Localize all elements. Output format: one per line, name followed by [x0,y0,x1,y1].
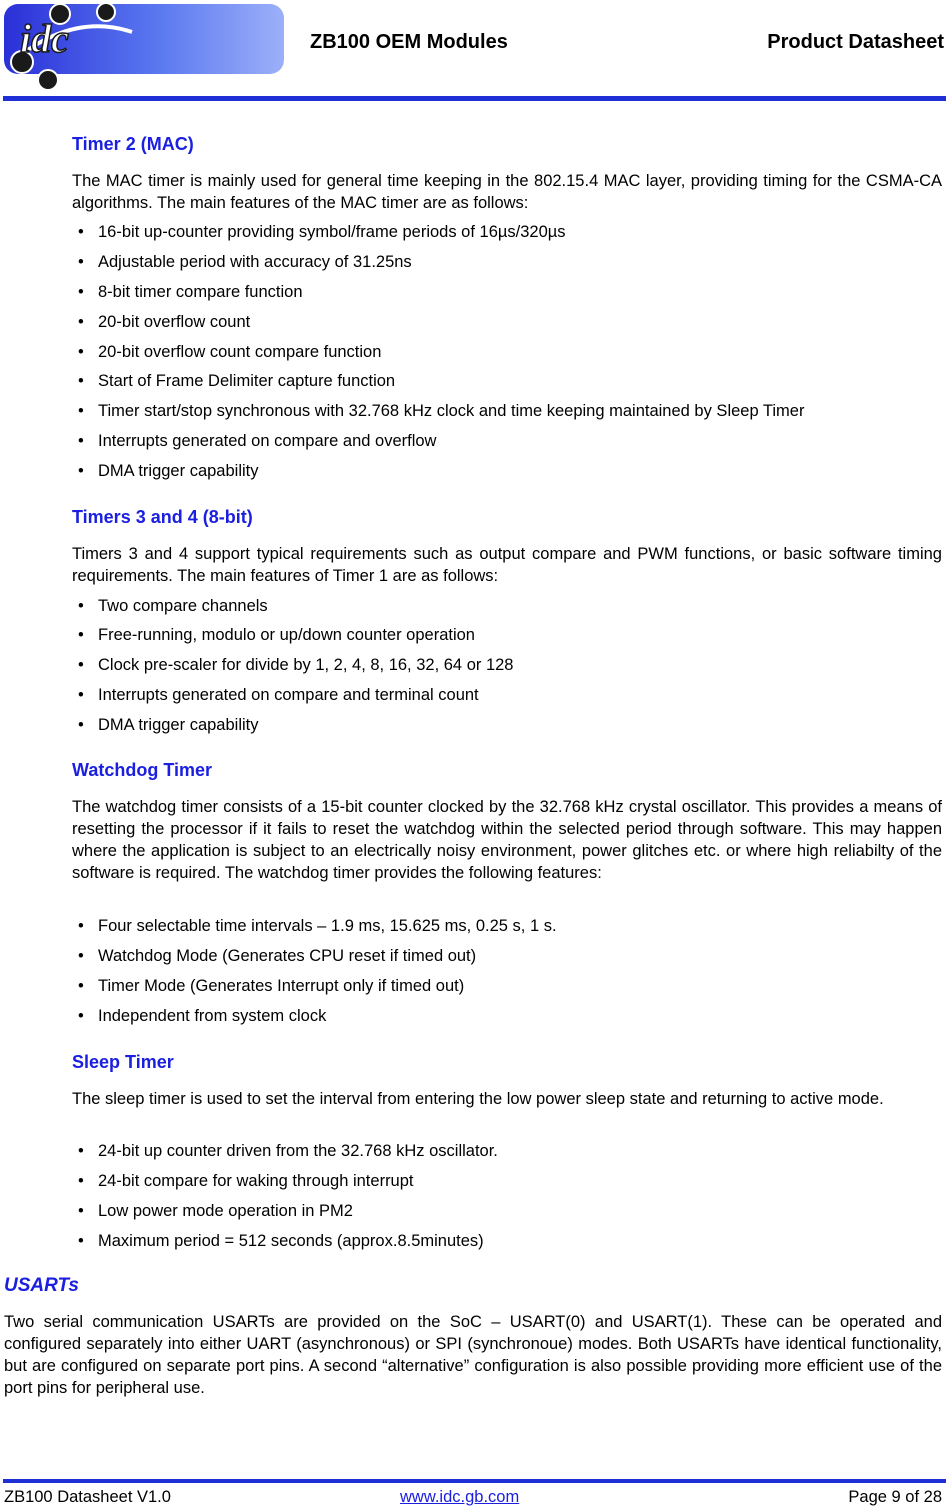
list-item: • 20-bit overflow count compare function [78,343,382,361]
para-timer2: The MAC timer is mainly used for general time keeping in the 802.15.4 MAC layer, providing timing for the CSMA-CA algorithms. The main features of the MAC timer are as follows: [72,172,942,212]
list-item: • Watchdog Mode (Generates CPU reset if timed out) [78,947,477,965]
header-center-title: ZB100 OEM Modules [310,31,508,53]
list-item: • Independent from system clock [78,1007,327,1025]
list-item: • Free-running, modulo or up/down counter operation [78,626,475,644]
list-item: • 20-bit overflow count [78,313,251,331]
list-item: • Interrupts generated on compare and overflow [78,432,437,450]
para-timers34: Timers 3 and 4 support typical requirements such as output compare and PWM functions, or basic software timing requirements. The main features of Timer 1 are as follows: [72,545,942,585]
heading-timers34: Timers 3 and 4 (8-bit) [72,507,253,527]
heading-watchdog: Watchdog Timer [72,760,213,780]
list-item: • Start of Frame Delimiter capture function [78,372,396,390]
footer-doc-version: ZB100 Datasheet V1.0 [4,1488,171,1506]
list-item: • 8-bit timer compare function [78,283,303,301]
para-watchdog: The watchdog timer consists of a 15-bit counter clocked by the 32.768 kHz crystal oscillator. This provides a means of resetting the processor if it fails to reset the watchdog within the selected period through software. This may happen where the application is subject to an electrically noisy environment, power glitches etc. or where high reliabilty of the software is required. The watchdog timer provides the following features: [72,798,942,882]
heading-sleep: Sleep Timer [72,1052,174,1072]
list-item: • Timer start/stop synchronous with 32.768 kHz clock and time keeping maintained by Sleep Timer [78,402,805,420]
para-sleep: The sleep timer is used to set the interval from entering the low power sleep state and returning to active mode. [72,1090,884,1108]
list-item: • Timer Mode (Generates Interrupt only if timed out) [78,977,465,995]
page-header [0,0,946,104]
list-item: • Two compare channels [78,597,268,615]
list-item: • Adjustable period with accuracy of 31.25ns [78,253,412,271]
footer-website-link[interactable]: www.idc.gb.com [400,1488,520,1506]
list-item: • 16-bit up-counter providing symbol/frame periods of 16µs/320µs [78,223,566,241]
heading-usarts: USARTs [4,1275,79,1296]
list-item: • Low power mode operation in PM2 [78,1202,353,1220]
list-item: • DMA trigger capability [78,462,259,480]
list-item: • DMA trigger capability [78,716,259,734]
para-usarts: Two serial communication USARTs are provided on the SoC – USART(0) and USART(1). These can be operated and configured separately into either UART (asynchronous) or SPI (synchronoue) modes. Both USARTs have identical functionality, but are configured on separate port pins. A second “alternative” configuration is also possible providing more efficient use of the port pins for peripheral use. [4,1313,942,1397]
header-right-title: Product Datasheet [767,31,944,53]
list-item: • Clock pre-scaler for divide by 1, 2, 4, 8, 16, 32, 64 or 128 [78,656,514,674]
footer-page-number: Page 9 of 28 [848,1488,942,1506]
list-item: • Four selectable time intervals – 1.9 ms, 15.625 ms, 0.25 s, 1 s. [78,917,557,935]
logo-text: idc [20,16,69,61]
heading-timer2: Timer 2 (MAC) [72,134,194,154]
idc-logo [2,2,286,94]
header-rule [3,96,946,101]
footer-rule [3,1479,946,1483]
list-item: • 24-bit up counter driven from the 32.768 kHz oscillator. [78,1142,498,1160]
list-item: • 24-bit compare for waking through interrupt [78,1172,414,1190]
list-item: • Maximum period = 512 seconds (approx.8.5minutes) [78,1232,484,1250]
list-item: • Interrupts generated on compare and terminal count [78,686,479,704]
